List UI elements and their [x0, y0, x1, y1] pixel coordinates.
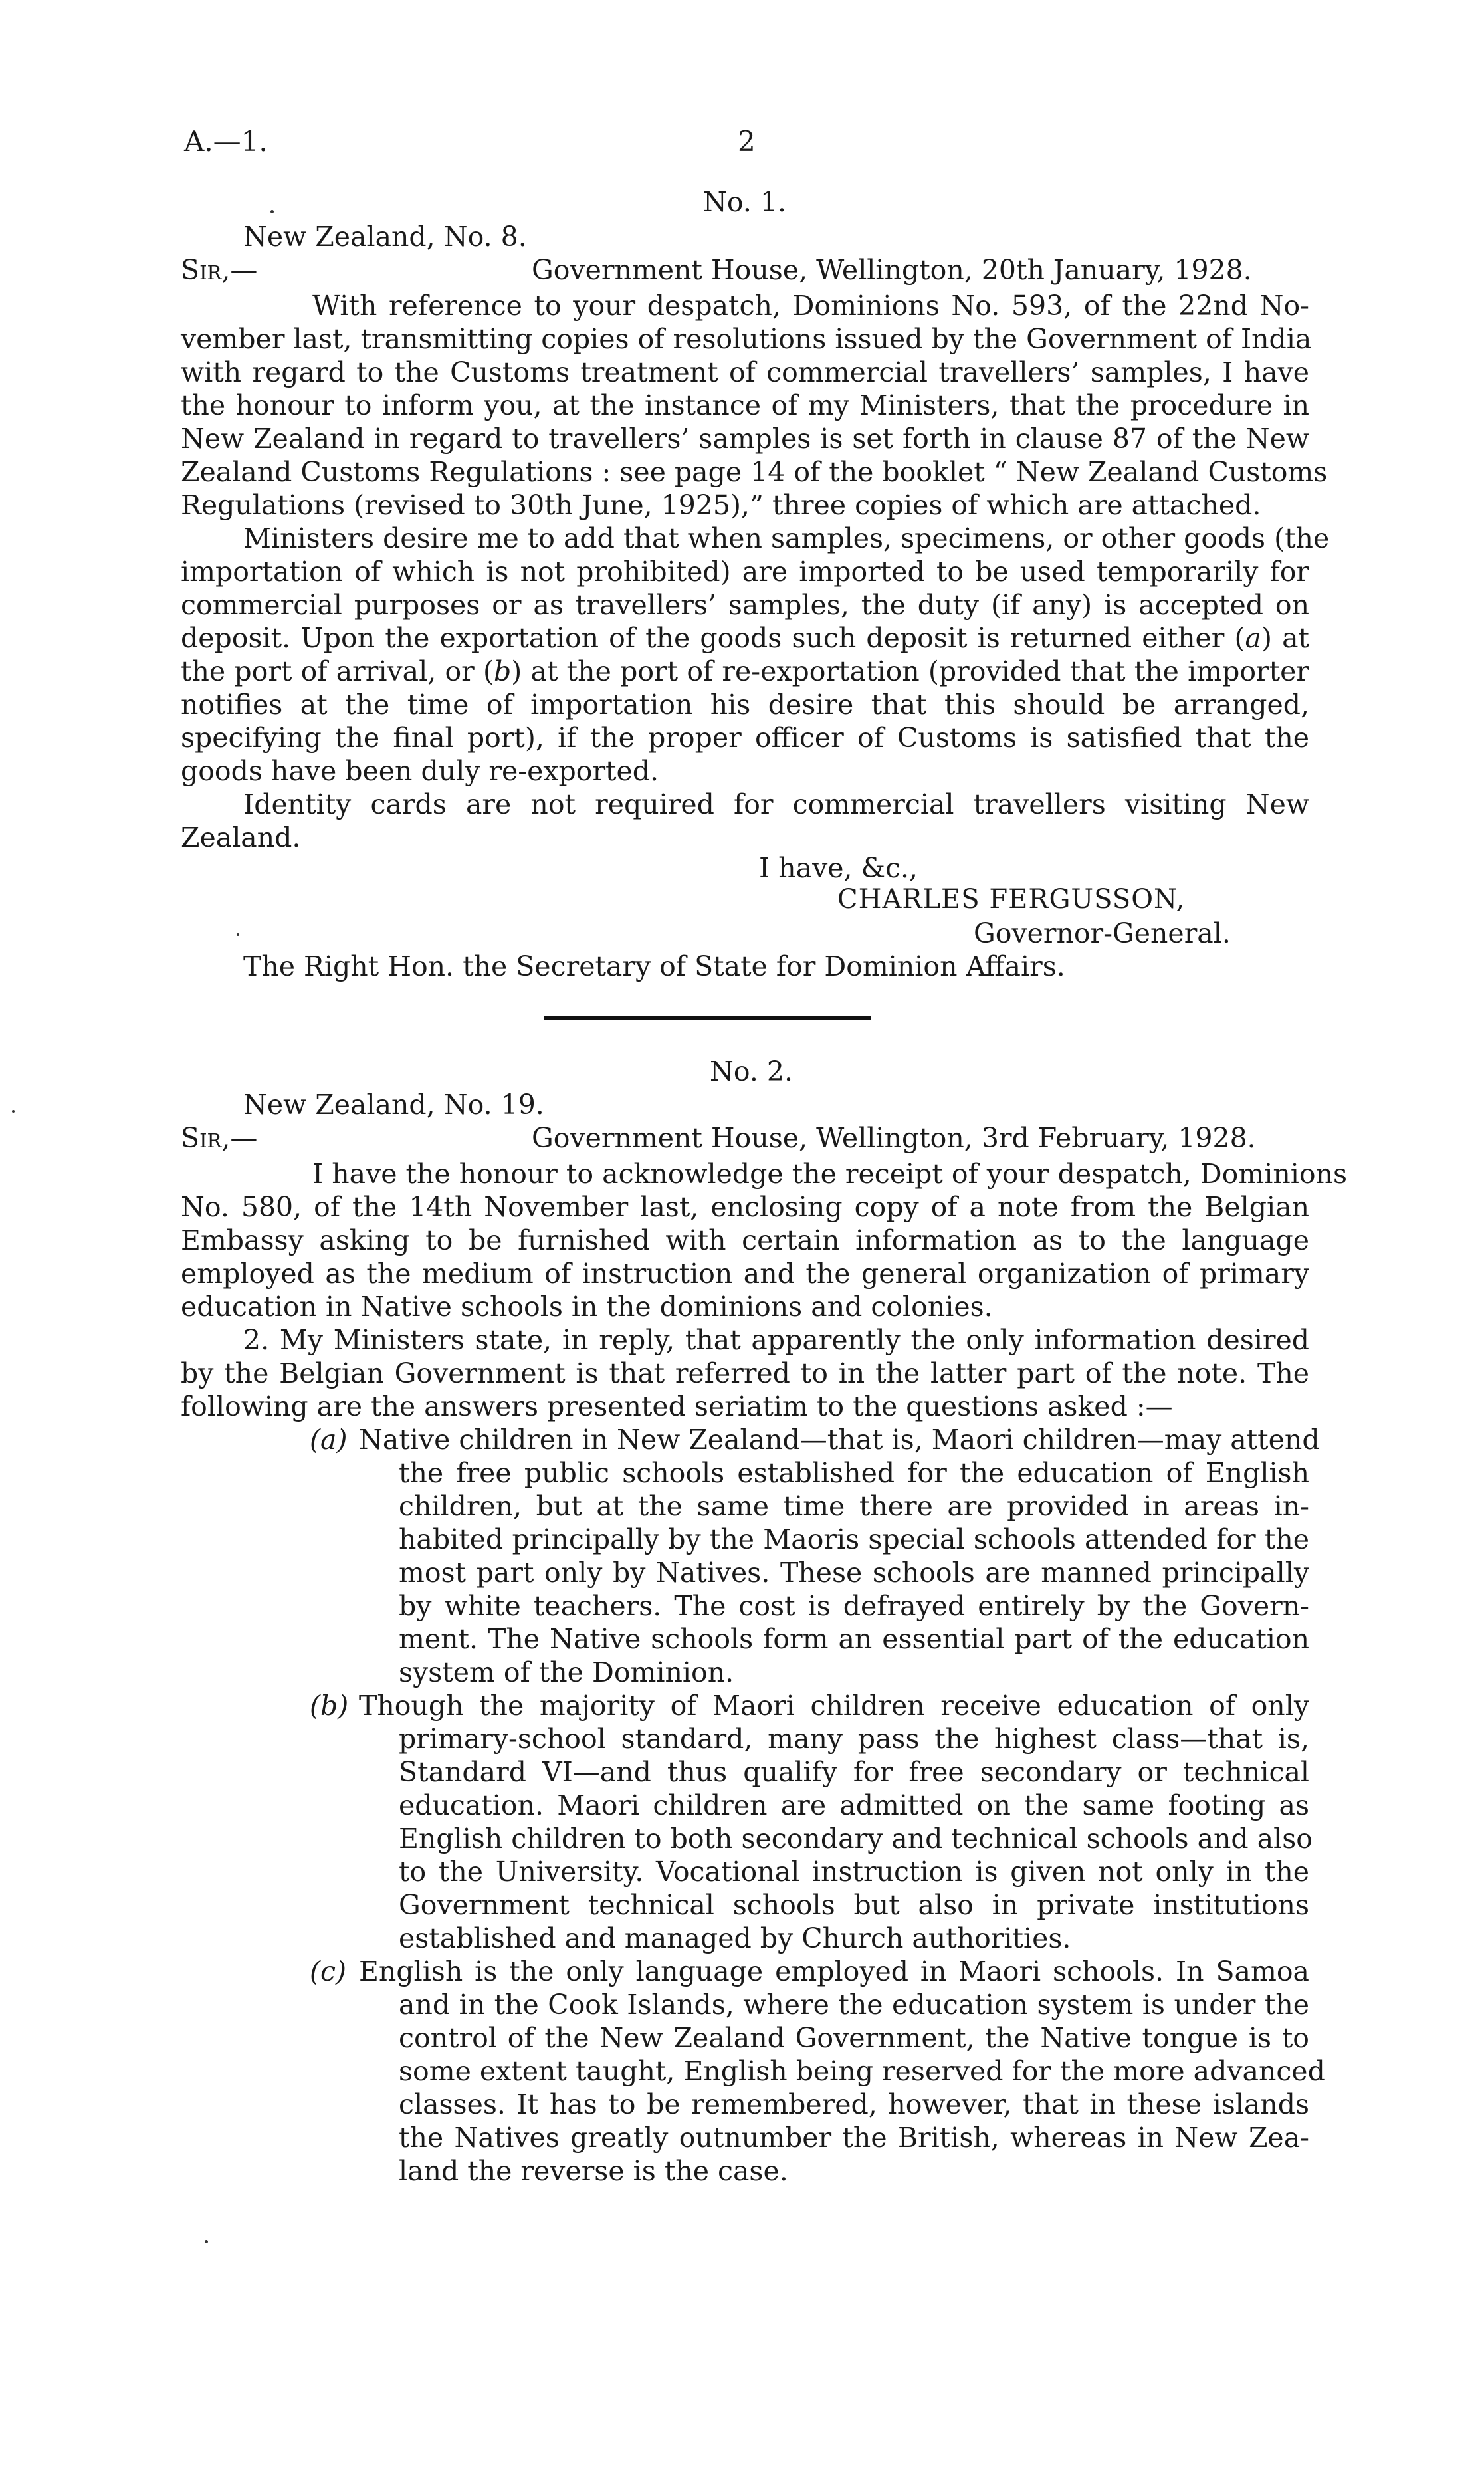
text-line: Standard VI—and thus qualify for free secondary or technical: [399, 1756, 1309, 1788]
text-line: education. Maori children are admitted on the same footing as: [399, 1789, 1309, 1821]
text-line: classes. It has to be remembered, however, that in these islands: [399, 2088, 1309, 2120]
scan-speck: [237, 933, 239, 936]
text-line: land the reverse is the case.: [399, 2155, 788, 2187]
signature-1: CHARLES FERGUSSON,: [837, 884, 1186, 915]
text-line: the honour to inform you, at the instance of my Ministers, that the procedure in: [181, 390, 1309, 421]
text-line: the port of arrival, or (b) at the port of re-exportation (provided that the importer: [181, 655, 1309, 687]
dispatch-ref-2: New Zealand, No. 19.: [243, 1089, 544, 1121]
text-line: 2. My Ministers state, in reply, that apparently the only information desired: [243, 1324, 1309, 1356]
signature-title-1: Governor-General.: [974, 917, 1231, 949]
text-line: Embassy asking to be furnished with certain information as to the language: [181, 1224, 1309, 1256]
item-label: (b): [310, 1690, 349, 1722]
text-line: Native children in New Zealand—that is, Maori children—may attend: [359, 1424, 1320, 1456]
text-line: system of the Dominion.: [399, 1656, 734, 1688]
text-line: Regulations (revised to 30th June, 1925),” three copies of which are attached.: [181, 489, 1261, 521]
text-line: some extent taught, English being reserved for the more advanced: [399, 2055, 1325, 2087]
text-line: Identity cards are not required for commercial travellers visiting New: [243, 788, 1309, 820]
text-line: specifying the final port), if the proper officer of Customs is satisfied that the: [181, 722, 1309, 754]
scan-speck: [205, 2240, 208, 2243]
text-line: Zealand.: [181, 822, 301, 853]
text-line: following are the answers presented seriatim to the questions asked :—: [181, 1391, 1173, 1422]
text-line: and in the Cook Islands, where the education system is under the: [399, 1989, 1309, 2021]
text-line: Zealand Customs Regulations : see page 14 of the booklet “ New Zealand Customs: [181, 456, 1328, 488]
dispatch-ref-1: New Zealand, No. 8.: [243, 221, 527, 253]
dispatch-number-1: No. 1.: [703, 186, 787, 218]
text-line: notifies at the time of importation his desire that this should be arranged,: [181, 689, 1309, 721]
text-line: importation of which is not prohibited) are imported to be used temporarily for: [181, 556, 1309, 588]
text-line: the Natives greatly outnumber the British, whereas in New Zea-: [399, 2122, 1309, 2154]
text-line: goods have been duly re-exported.: [181, 755, 659, 787]
text-line: With reference to your despatch, Dominions No. 593, of the 22nd No-: [312, 290, 1309, 322]
text-line: control of the New Zealand Government, the Native tongue is to: [399, 2022, 1309, 2054]
text-line: most part only by Natives. These schools are manned principally: [399, 1557, 1309, 1589]
dateline-1: Government House, Wellington, 20th January, 1928.: [532, 254, 1252, 286]
text-line: Government technical schools but also in private institutions: [399, 1889, 1309, 1921]
text-line: primary-school standard, many pass the highest class—that is,: [399, 1723, 1309, 1755]
text-line: with regard to the Customs treatment of commercial travellers’ samples, I have: [181, 356, 1309, 388]
text-line: established and managed by Church authorities.: [399, 1922, 1071, 1954]
text-line: ment. The Native schools form an essential part of the education: [399, 1623, 1309, 1655]
text-line: habited principally by the Maoris special schools attended for the: [399, 1523, 1309, 1555]
text-line: No. 580, of the 14th November last, enclosing copy of a note from the Belgian: [181, 1191, 1309, 1223]
salutation-1: Sir,—: [181, 254, 258, 286]
text-line: education in Native schools in the dominions and colonies.: [181, 1291, 993, 1323]
item-label: (a): [310, 1424, 348, 1456]
text-line: the free public schools established for the education of English: [399, 1457, 1309, 1489]
text-line: vember last, transmitting copies of resolutions issued by the Government of India: [181, 323, 1312, 355]
text-line: employed as the medium of instruction and the general organization of primary: [181, 1258, 1309, 1289]
text-line: by the Belgian Government is that referred to in the latter part of the note. The: [181, 1357, 1309, 1389]
scan-speck: [12, 1110, 15, 1113]
text-line: by white teachers. The cost is defrayed entirely by the Govern-: [399, 1590, 1309, 1622]
text-line: commercial purposes or as travellers’ samples, the duty (if any) is accepted on: [181, 589, 1309, 621]
closing-1: I have, &c.,: [759, 852, 918, 884]
text-line: I have the honour to acknowledge the receipt of your despatch, Dominions: [312, 1158, 1347, 1190]
salutation-2: Sir,—: [181, 1122, 258, 1154]
text-line: English children to both secondary and technical schools and also: [399, 1823, 1313, 1854]
document-reference: A.—1.: [184, 125, 268, 158]
text-line: children, but at the same time there are provided in areas in-: [399, 1490, 1309, 1522]
dispatch-number-2: No. 2.: [710, 1056, 794, 1087]
text-line: Though the majority of Maori children receive education of only: [359, 1690, 1309, 1722]
section-divider: [544, 1016, 871, 1020]
addressee-1: The Right Hon. the Secretary of State for Dominion Affairs.: [243, 951, 1065, 982]
dateline-2: Government House, Wellington, 3rd February, 1928.: [532, 1122, 1256, 1154]
page-number: 2: [738, 125, 756, 158]
text-line: New Zealand in regard to travellers’ samples is set forth in clause 87 of the New: [181, 423, 1309, 455]
text-line: deposit. Upon the exportation of the goods such deposit is returned either (a) at: [181, 622, 1309, 654]
text-line: Ministers desire me to add that when samples, specimens, or other goods (the: [243, 522, 1330, 554]
text-line: to the University. Vocational instruction is given not only in the: [399, 1856, 1309, 1888]
item-label: (c): [310, 1956, 346, 1987]
scan-speck: [270, 210, 274, 213]
text-line: English is the only language employed in Maori schools. In Samoa: [359, 1956, 1309, 1987]
